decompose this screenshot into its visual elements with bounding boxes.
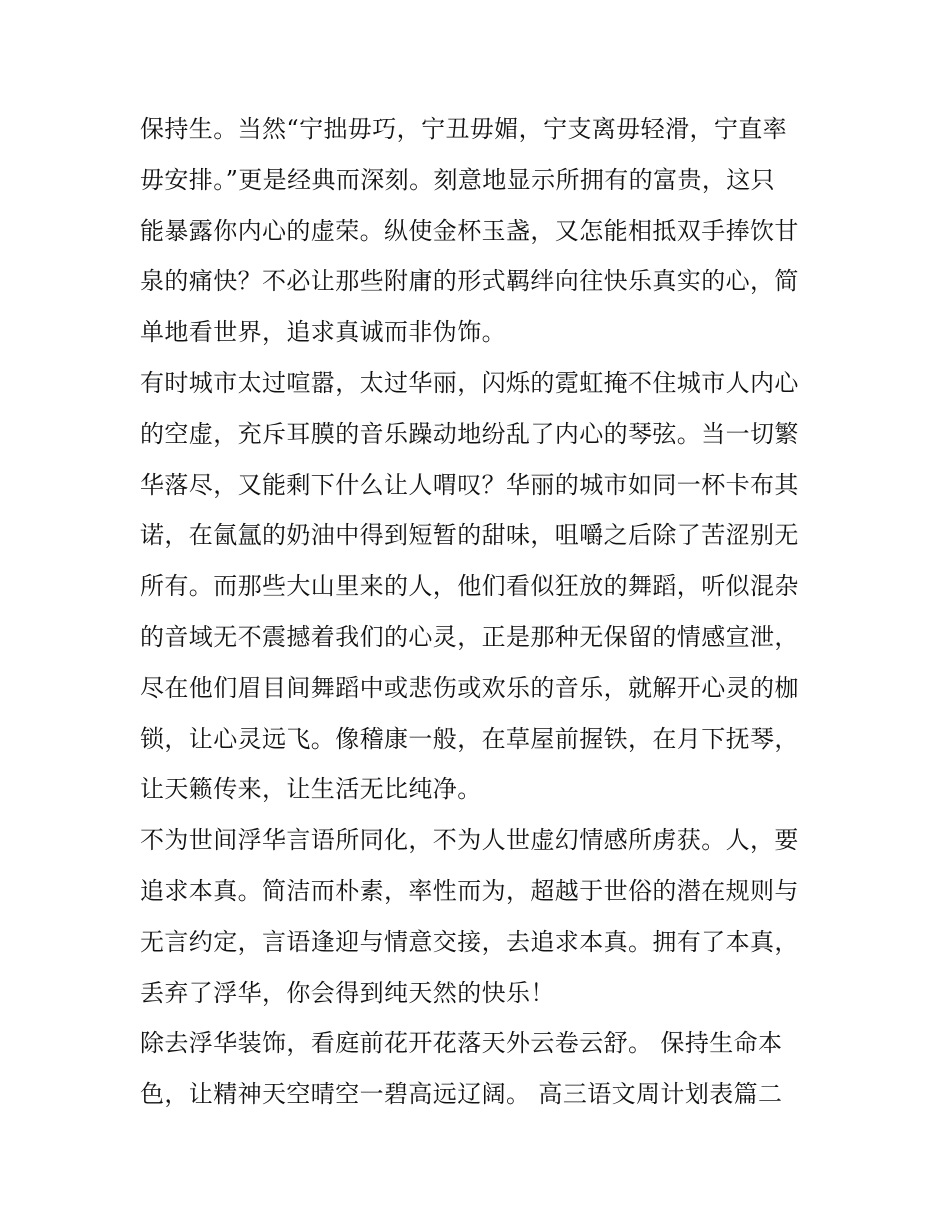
- text-line: 色，让精神天空晴空一碧高远辽阔。 高三语文周计划表篇二: [140, 1080, 783, 1109]
- document-body: [140, 104, 820, 1120]
- text-line: 追求本真。简洁而朴素，率性而为，超越于世俗的潜在规则与: [140, 876, 799, 905]
- text-line: 尽在他们眉目间舞蹈中或悲伤或欢乐的音乐，就解开心灵的枷: [140, 673, 799, 702]
- text-line: 无言约定，言语逢迎与情意交接，去追求本真。拥有了本真，: [140, 927, 799, 956]
- text-line: 不为世间浮华言语所同化，不为人世虚幻情感所虏获。人，要: [140, 826, 799, 855]
- text-line: 泉的痛快？不必让那些附庸的形式羁绊向往快乐真实的心，简: [140, 267, 799, 296]
- text-line: 让天籁传来，让生活无比纯净。: [140, 775, 482, 804]
- text-line: 毋安排。”更是经典而深刻。刻意地显示所拥有的富贵，这只: [140, 165, 776, 194]
- text-line: 有时城市太过喧嚣，太过华丽，闪烁的霓虹掩不住城市人内心: [140, 368, 799, 397]
- text-line: 丢弃了浮华，你会得到纯天然的快乐！: [140, 978, 555, 1007]
- text-line: 除去浮华装饰，看庭前花开花落天外云卷云舒。 保持生命本: [140, 1029, 783, 1058]
- text-line: 华落尽，又能剩下什么让人喟叹？华丽的城市如同一杯卡布其: [140, 470, 799, 499]
- text-line: 锁，让心灵远飞。像稽康一般，在草屋前握铁，在月下抚琴，: [140, 724, 799, 753]
- text-line: 所有。而那些大山里来的人，他们看似狂放的舞蹈，听似混杂: [140, 572, 799, 601]
- text-line: 能暴露你内心的虚荣。纵使金杯玉盏，又怎能相抵双手捧饮甘: [140, 216, 799, 245]
- text-line: 的音域无不震撼着我们的心灵，正是那种无保留的情感宣泄，: [140, 622, 799, 651]
- text-line: 保持生。当然“宁拙毋巧，宁丑毋媚，宁支离毋轻滑，宁直率: [140, 115, 788, 143]
- text-line: 诺，在氤氲的奶油中得到短暂的甜味，咀嚼之后除了苦涩别无: [140, 521, 799, 550]
- text-line: 的空虚，充斥耳膜的音乐躁动地纷乱了内心的琴弦。当一切繁: [140, 419, 799, 448]
- text-line: 单地看世界，追求真诚而非伪饰。: [140, 318, 506, 347]
